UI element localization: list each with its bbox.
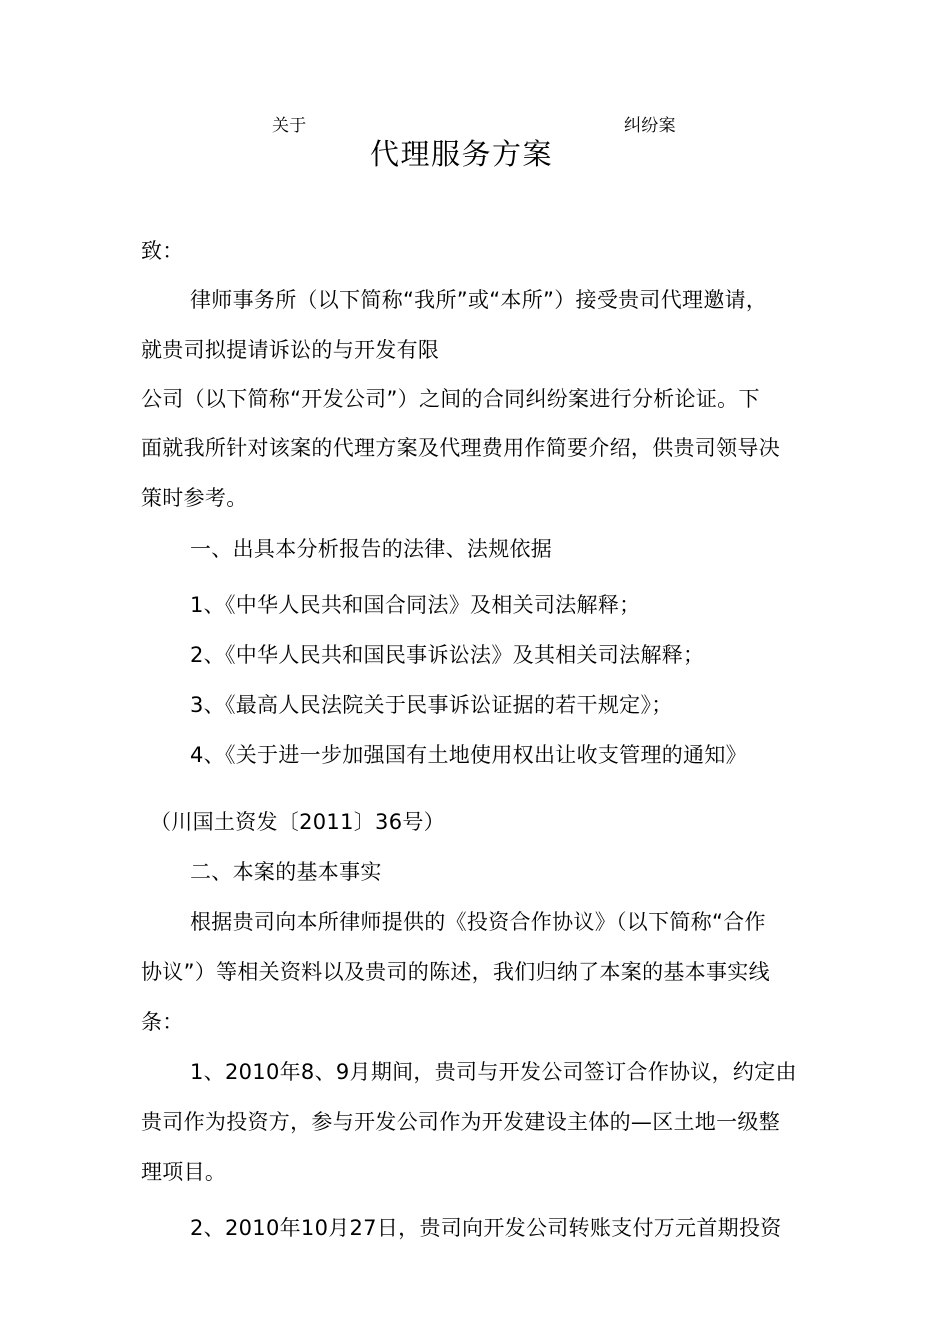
paragraph-line: 就贵司拟提请诉讼的与开发有限 xyxy=(141,338,440,362)
page-title: 代理服务方案 xyxy=(370,137,554,171)
paragraph-line: 条： xyxy=(141,1010,184,1034)
header-dispute: 纠纷案 xyxy=(624,116,676,136)
section1-heading: 一、出具本分析报告的法律、法规依据 xyxy=(190,537,553,561)
law-item: 1、《中华人民共和国合同法》及相关司法解释； xyxy=(190,593,641,617)
law-item-continuation: （川国土资发〔2011〕36号） xyxy=(150,810,445,834)
paragraph-line: 策时参考。 xyxy=(141,486,248,510)
paragraph-line: 面就我所针对该案的代理方案及代理费用作简要介绍，供贵司领导决 xyxy=(141,436,780,460)
fact-line: 2、2010年10月27日，贵司向开发公司转账支付万元首期投资 xyxy=(190,1216,782,1240)
paragraph-line: 律师事务所（以下简称“我所”或“本所”）接受贵司代理邀请， xyxy=(190,288,768,312)
law-item: 3、《最高人民法院关于民事诉讼证据的若干规定》； xyxy=(190,693,673,717)
fact-line: 理项目。 xyxy=(141,1160,227,1184)
section2-heading: 二、本案的基本事实 xyxy=(190,860,382,884)
header-about: 关于 xyxy=(272,116,307,136)
law-item: 2、《中华人民共和国民事诉讼法》及其相关司法解释； xyxy=(190,643,705,667)
paragraph-line: 根据贵司向本所律师提供的《投资合作协议》（以下简称“合作 xyxy=(190,910,766,934)
fact-line: 1、2010年8、9月期间，贵司与开发公司签订合作协议，约定由 xyxy=(190,1060,797,1084)
fact-line: 贵司作为投资方，参与开发公司作为开发建设主体的—区土地一级整 xyxy=(141,1110,780,1134)
law-item: 4、《关于进一步加强国有土地使用权出让收支管理的通知》 xyxy=(190,743,747,767)
salutation: 致： xyxy=(141,239,184,263)
paragraph-line: 协议”）等相关资料以及贵司的陈述，我们归纳了本案的基本事实线 xyxy=(141,960,770,984)
paragraph-line: 公司（以下简称“开发公司”）之间的合同纠纷案进行分析论证。下 xyxy=(141,387,760,411)
